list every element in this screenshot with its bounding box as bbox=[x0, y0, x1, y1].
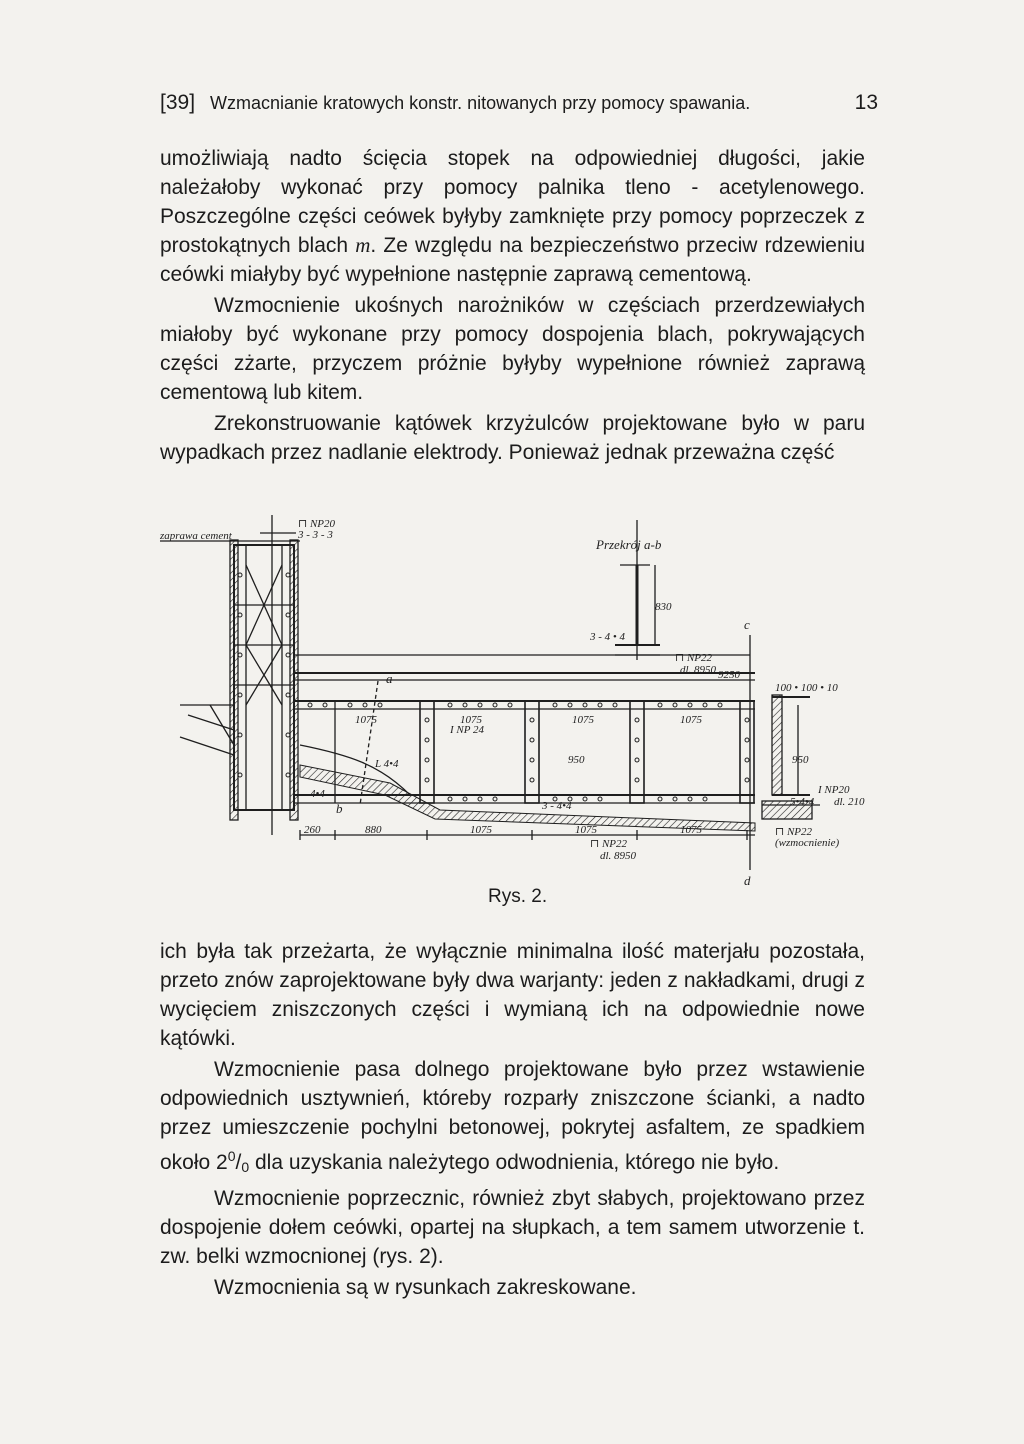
paragraph: Wzmocnienia są w rysunkach zakreskowane. bbox=[214, 1276, 637, 1299]
label-9250: 9250 bbox=[718, 669, 740, 681]
label-1075-4: 1075 bbox=[680, 714, 702, 726]
label-przekroj: Przekrój a-b bbox=[596, 537, 662, 552]
paragraph: Wzmocnienie pasa dolnego projektowane było przez wstawienie odpowiednich usztywnień, któreby rozparły zniszczone ścianki, a nadto przez umieszczenie pochylni betonowej, pokrytej asfaltem, ze spadkiem około $2^0/_0$ dla uzyskania należytego odwodnienia, którego nie było. bbox=[160, 1058, 865, 1175]
text-block-top bbox=[160, 144, 865, 467]
label-c: c bbox=[744, 617, 750, 632]
label-1075-1: 1075 bbox=[355, 714, 377, 726]
label-np22-bot: ⊓ NP22 bbox=[590, 838, 628, 850]
label-np22-right: ⊓ NP22 bbox=[775, 826, 813, 838]
label-dl8950-top: dl. 8950 bbox=[680, 664, 717, 676]
header-title: Wzmacnianie kratowych konstr. nitowanych przy pomocy spawania. bbox=[210, 93, 751, 113]
label-top-dim: 3 - 3 - 3 bbox=[298, 529, 333, 541]
label-l4x4b: 4•4 bbox=[310, 788, 325, 800]
label-950b: 950 bbox=[792, 754, 809, 766]
label-a: a bbox=[386, 671, 393, 686]
label-inp24: I NP 24 bbox=[450, 724, 485, 736]
label-angle100: 100 • 100 • 10 bbox=[775, 682, 838, 694]
running-header bbox=[160, 88, 878, 118]
header-section-number: [39] bbox=[160, 91, 196, 114]
paragraph: Wzmocnienie poprzecznic, również zbyt słabych, projektowano przez dospojenie dołem ceówki, opartej na słupkach, a tem samem utworzenie t. zw. belki wzmocnionej (rys. 2). bbox=[160, 1187, 865, 1268]
label-zaprawa: zaprawa cement bbox=[160, 530, 232, 542]
label-np20-top: ⊓ NP20 bbox=[298, 518, 336, 530]
label-d: d bbox=[744, 873, 751, 888]
paragraph: ich była tak przeżarta, że wyłącznie minimalna ilość materjału pozostała, przeto znów zaprojektowane były dwa warjanty: jeden z nakładkami, drugi z wycięciem zniszczonych części i wymianą ich na odpowiednie nowe kątówki. bbox=[160, 940, 865, 1050]
label-bot1075c: 1075 bbox=[680, 824, 702, 836]
paragraph: Wzmocnienie ukośnych narożników w częściach przerdzewiałych miałoby być wykonane przy pomocy dospojenia blach, pokrywających części zżarte, przyczem próżnie byłyby wypełnione również zaprawą cementową lub kitem. bbox=[160, 294, 865, 404]
label-wzmocnienie: (wzmocnienie) bbox=[775, 837, 840, 849]
label-260: 260 bbox=[304, 824, 321, 836]
truss-drawing bbox=[150, 505, 890, 905]
label-b: b bbox=[336, 801, 343, 816]
text-block-bottom bbox=[160, 937, 865, 1302]
label-bot1075b: 1075 bbox=[575, 824, 597, 836]
label-l4x4: L 4•4 bbox=[375, 758, 399, 770]
label-1075-2: 1075 bbox=[460, 714, 482, 726]
label-bot1075a: 1075 bbox=[470, 824, 492, 836]
paragraph: Zrekonstruowanie kątówek krzyżulców projektowane było w paru wypadkach przez nadlanie elektrody. Ponieważ jednak przeważna część bbox=[160, 412, 865, 464]
label-5x4x4: 5•4•4 bbox=[790, 796, 815, 808]
label-830: 830 bbox=[655, 601, 672, 613]
figure-caption: Rys. 2. bbox=[488, 886, 548, 907]
label-dl8950-bot: dl. 8950 bbox=[600, 850, 637, 862]
label-dl210: dl. 210 bbox=[834, 796, 865, 808]
label-np22-top: ⊓ NP22 bbox=[675, 652, 713, 664]
label-inp20: I NP20 bbox=[818, 784, 850, 796]
label-1075-3: 1075 bbox=[572, 714, 594, 726]
label-950a: 950 bbox=[568, 754, 585, 766]
page-number: 13 bbox=[854, 91, 878, 114]
label-l-4-4: 3 - 4 • 4 bbox=[590, 631, 626, 643]
label-bot-3-4-4: 3 - 4•4 bbox=[542, 800, 572, 812]
figure-truss-drawing bbox=[150, 505, 890, 905]
label-880: 880 bbox=[365, 824, 382, 836]
paragraph: umożliwiają nadto ścięcia stopek na odpowiedniej długości, jakie należałoby wykonać przy pomocy palnika tleno - acetylenowego. Poszczególne części ceówek byłyby zamknięte przy pomocy poprzeczek z prostokątnych blach m. Ze względu na bezpieczeństwo przeciw rdzewieniu ceówki miałyby być wypełnione następnie zaprawą cementową. bbox=[160, 147, 866, 286]
